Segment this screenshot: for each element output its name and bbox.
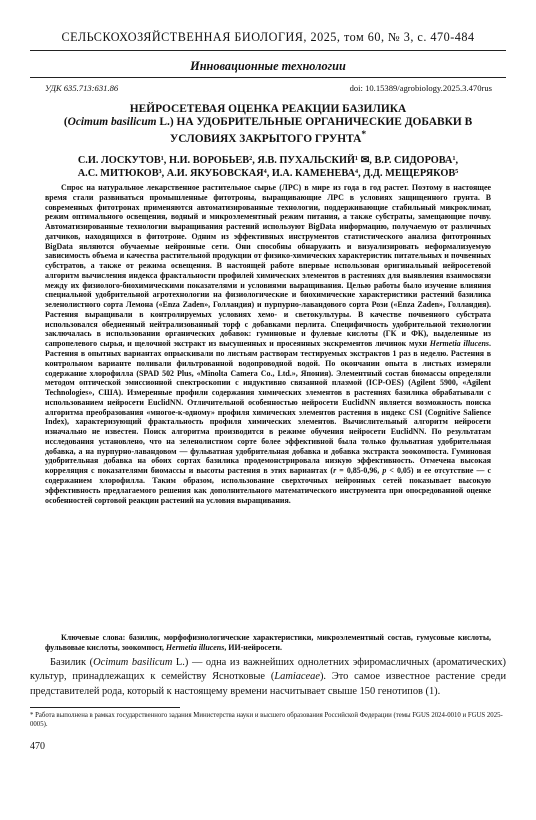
body-species: Ocimum basilicum <box>93 657 173 668</box>
body-text-2: L.) — одна из важнейших однолетних эфиромасличных (ароматических) культур, принадлежащих к семейству Яснотковые ( <box>30 657 506 683</box>
title-part1: НЕЙРОСЕТЕВАЯ ОЦЕНКА РЕАКЦИИ БАЗИЛИКА <box>129 103 407 115</box>
title-species: Ocimum basilicum <box>67 116 157 129</box>
author-list <box>30 154 506 181</box>
footnote-divider <box>30 707 180 708</box>
abstract <box>45 183 491 505</box>
keywords-label: Ключевые слова: <box>61 633 126 642</box>
body-text-3: ). Это самое известное растение среди представителей рода, который к настоящему времени насчитывает свыше 150 генотипов (1). <box>30 671 507 697</box>
page-number: 470 <box>30 741 45 752</box>
udk-code: УДК 635.713:631.86 <box>45 83 119 93</box>
body-paragraph <box>30 656 506 699</box>
title-part2: L.) НА УДОБРИТЕЛЬНЫЕ ОРГАНИЧЕСКИЕ ДОБАВКИ В УСЛОВИЯХ ЗАКРЫТОГО ГРУНТА <box>156 116 473 146</box>
article-title <box>30 103 506 146</box>
abstract-r-variable: r <box>333 466 337 476</box>
journal-header: СЕЛЬСКОХОЗЯЙСТВЕННАЯ БИОЛОГИЯ, 2025, том 60, № 3, с. 470-484 <box>61 30 475 44</box>
author-line-1: С.И. ЛОСКУТОВ¹, Н.И. ВОРОБЬЕВ², Я.В. ПУХАЛЬСКИЙ¹ ✉, В.Р. СИДОРОВА¹, <box>77 155 459 166</box>
abstract-species: Hermetia illucens <box>429 339 490 349</box>
title-paren: ( <box>63 116 68 129</box>
keywords <box>45 633 491 653</box>
body-text-1: Базилик ( <box>50 657 94 668</box>
abstract-text-2: . Растения в опытных вариантах опрыскивали по листьям растворам тестируемых экстрактов 1 раз в неделю. Растения в контрольном варианте поливали фильтрованной водопроводной водой. По окончании опыта в листьях измеряли содержание хлорофилла (SPAD 502 Plus, «Minolta Camera Co., Ltd.», Япония). Элементный состав биомассы определяли методом оптической эмиссионной спектроскопии с индуктивно связанной плазмой (ICP-OES) (Agilent 5900, «Agilent Technologies», США). Измеренные профили содержания химических элементов в растениях базилика обрабатывали с использованием нейросети EuclidNN. Отличительной особенностью нейросети EuclidNN является возможность поиска алгоритма преобразования «многое-к-одному» профиля химических элементов растения в индекс CSI (Cognitive Salience Index), характеризующий фрактальность профиля химических элементов. Вычислительный алгоритм нейросети изначально не известен. Поиск алгоритма производится в режиме обучения нейросети EuclidNN. По результатам исследования установлено, что на зеленолистном сорте более эффективной была только фульватная удобрительная добавка, а на пурпурно-лавандовом — фульватная удобрительная добавка и добавка экстракта зоокомпоста. Гуминовая удобрительная добавка на обоих сортах базилика продемонстрировала низкую эффективность. Отмечена высокая корреляция с показателями биомассы и высоты растения в этих вариантах ( <box>45 339 491 476</box>
keywords-text-2: , ИИ-нейросети. <box>224 643 282 652</box>
title-footnote-mark: * <box>361 130 367 141</box>
keywords-species: Hermetia illucens <box>165 643 225 652</box>
abstract-text-3: = 0,85-0,96, <box>336 466 383 476</box>
author-line-2: А.С. МИТЮКОВ³, А.И. ЯКУБОВСКАЯ⁴, И.А. КАМЕНЕВА⁴, Д.Д. МЕЩЕРЯКОВ⁵ <box>77 168 459 180</box>
abstract-p-variable: p <box>382 466 387 476</box>
doi-link[interactable]: doi: 10.15389/agrobiology.2025.3.470rus <box>349 83 492 93</box>
abstract-text-1: Спрос на натуральное лекарственное растительное сырье (ЛРС) в мире из года в год растет. Поэтому в настоящее время стали развиваться промышленные фитотроны, выращивающие ЛРС в условиях защищенного грунта. В современных фитотронах применяются автоматизированные технологии, поддерживающие стабильный микроклимат, режим оптимального освещения, водный и микроэлементный режим питания, а также субстраты, замещающие почву. Автоматизированные технологии выращивания растений используют BigData информацию, получаемую от различных датчиков, находящихся в фитотроне. Одним из эффективных инструментов статистического анализа фитотронных BigData являются обучаемые нейронные сети. Они способны обнаружить и визуализировать неформализуемую зависимость объема и качества растительной продукции от физико-химических характеристик питательных и почвенных субстратов, а также от режима освещения. В настоящей работе впервые использован оригинальный нейросетевой алгоритм вычисления индекса фрактальности профилей химических элементов в растениях для выявления взаимосвязи между их физиолого-биохимическими показателями и условиями выращивания. Целью работы было изучение влияния специальной удобрительной агротехнологии на физиологические и биохимические характеристики растений базилика зеленолистного сорта Лемона («Enza Zaden», Голландия) и пурпурно-лавандового сорта Рози («Enza Zaden», Голландия). Растения выращивали в контролируемых условиях хемо- и светокультуры. В качестве почвенного субстрата использовался обедненный нейтрализованный торф с добавками перлита. Специфичность удобрительной технологии заключалась в использовании органических добавок: гуминовые и фулевые кислоты (ГК и ФК), выделенные из сапропелевого сырья, и щелочной экстракт из высушенных и просеянных экскрементов личинок мухи <box>45 183 491 349</box>
section-title: Инновационные технологии <box>190 59 346 73</box>
footnote: * Работа выполнена в рамках государственного задания Министерства науки и высшего образования Российской Федерации (темы FGUS 2024-0010 и FGUS 2025-0005). <box>30 712 503 728</box>
body-family: Lamiaceae <box>274 671 320 683</box>
abstract-text-4: < 0,05) и ее отсутствие — с содержанием хлорофилла. Таким образом, использование сверхточных нейронных сетей показывает высокую эффективность предлагаемого решения как дополнительного математического инструмента при опосредованной оценке особенностей сортовой реакции растений на условия выращивания. <box>45 466 492 505</box>
keywords-text-1: базилик, морфофизиологические характеристики, микроэлементный состав, гумусовые кислоты, фульвовые кислоты, зоокомпост, <box>45 633 492 652</box>
header-divider <box>30 50 506 51</box>
section-divider <box>30 77 506 78</box>
